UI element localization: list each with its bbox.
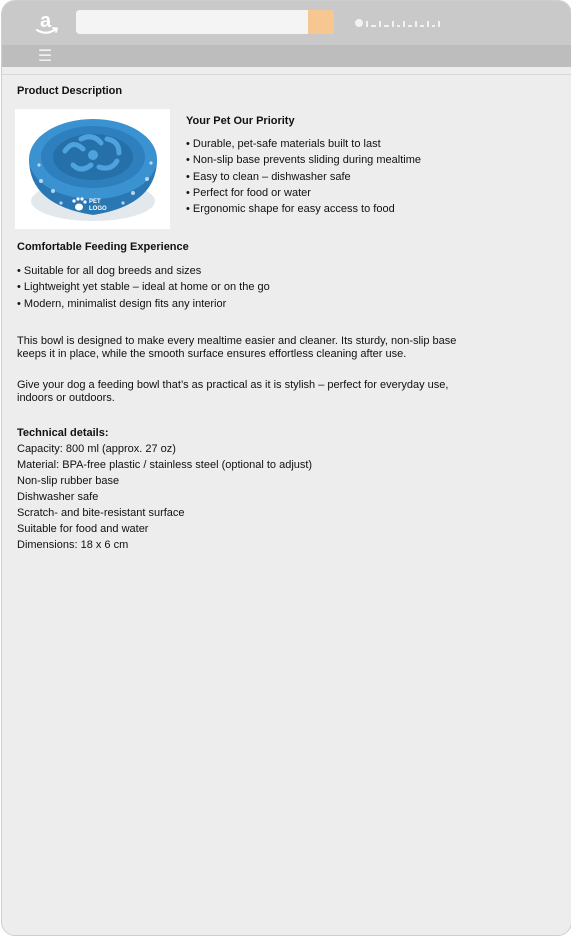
top-header <box>2 1 571 45</box>
pet-logo-line1: PET <box>89 199 101 205</box>
list-item: • Non-slip base prevents sliding during mealtime <box>186 152 556 168</box>
list-item: • Suitable for all dog breeds and sizes <box>17 263 557 279</box>
feeding-title: Comfortable Feeding Experience <box>17 241 189 253</box>
technical-line: Capacity: 800 ml (approx. 27 oz) <box>17 442 176 455</box>
list-item: • Lightweight yet stable – ideal at home or on the go <box>17 279 557 295</box>
priority-title: Your Pet Our Priority <box>186 115 295 127</box>
technical-line: Non-slip rubber base <box>17 475 120 488</box>
technical-line: Material: BPA-free plastic / stainless steel (optional to adjust) <box>17 458 313 471</box>
list-item: • Perfect for food or water <box>186 185 556 201</box>
nav-bar <box>2 45 571 67</box>
header-divider <box>2 74 571 75</box>
technical-line: Dishwasher safe <box>17 491 99 504</box>
search-button[interactable] <box>308 10 334 34</box>
feeding-list <box>17 263 557 312</box>
technical-line: Scratch- and bite-resistant surface <box>17 507 185 520</box>
pet-logo-line2: LOGO <box>89 206 107 212</box>
hamburger-menu-icon: ☰ <box>37 46 53 65</box>
product-description-section <box>17 85 557 554</box>
list-item: • Easy to clean – dishwasher safe <box>186 169 556 185</box>
description-paragraph: This bowl is designed to make every mealtime easier and cleaner. Its sturdy, non-slip base keeps it in place, while the smooth surface ensures effortless cleaning after use. <box>17 334 457 360</box>
intro-row <box>17 109 557 229</box>
amazon-smile-logo-icon[interactable] <box>32 7 60 37</box>
svg-text:a: a <box>40 10 52 32</box>
technical-title: Technical details: <box>17 426 109 439</box>
status-indicator <box>354 17 444 29</box>
technical-line: Suitable for food and water <box>17 523 149 536</box>
feeding-block <box>17 241 557 312</box>
product-image[interactable] <box>15 109 170 229</box>
list-item: • Durable, pet-safe materials built to last <box>186 136 556 152</box>
description-paragraph: Give your dog a feeding bowl that’s as practical as it is stylish – perfect for everyday use, indoors or outdoors. <box>17 378 449 404</box>
priority-list <box>186 136 556 217</box>
hamburger-menu-button[interactable] <box>36 47 54 65</box>
app-frame <box>1 0 571 936</box>
search-input[interactable] <box>76 10 308 34</box>
list-item: • Modern, minimalist design fits any interior <box>17 296 557 312</box>
priority-block <box>186 115 556 217</box>
section-title: Product Description <box>17 85 123 97</box>
technical-line: Dimensions: 18 x 6 cm <box>17 539 129 552</box>
list-item: • Ergonomic shape for easy access to food <box>186 201 556 217</box>
search-bar <box>76 10 334 34</box>
technical-details <box>17 425 557 554</box>
